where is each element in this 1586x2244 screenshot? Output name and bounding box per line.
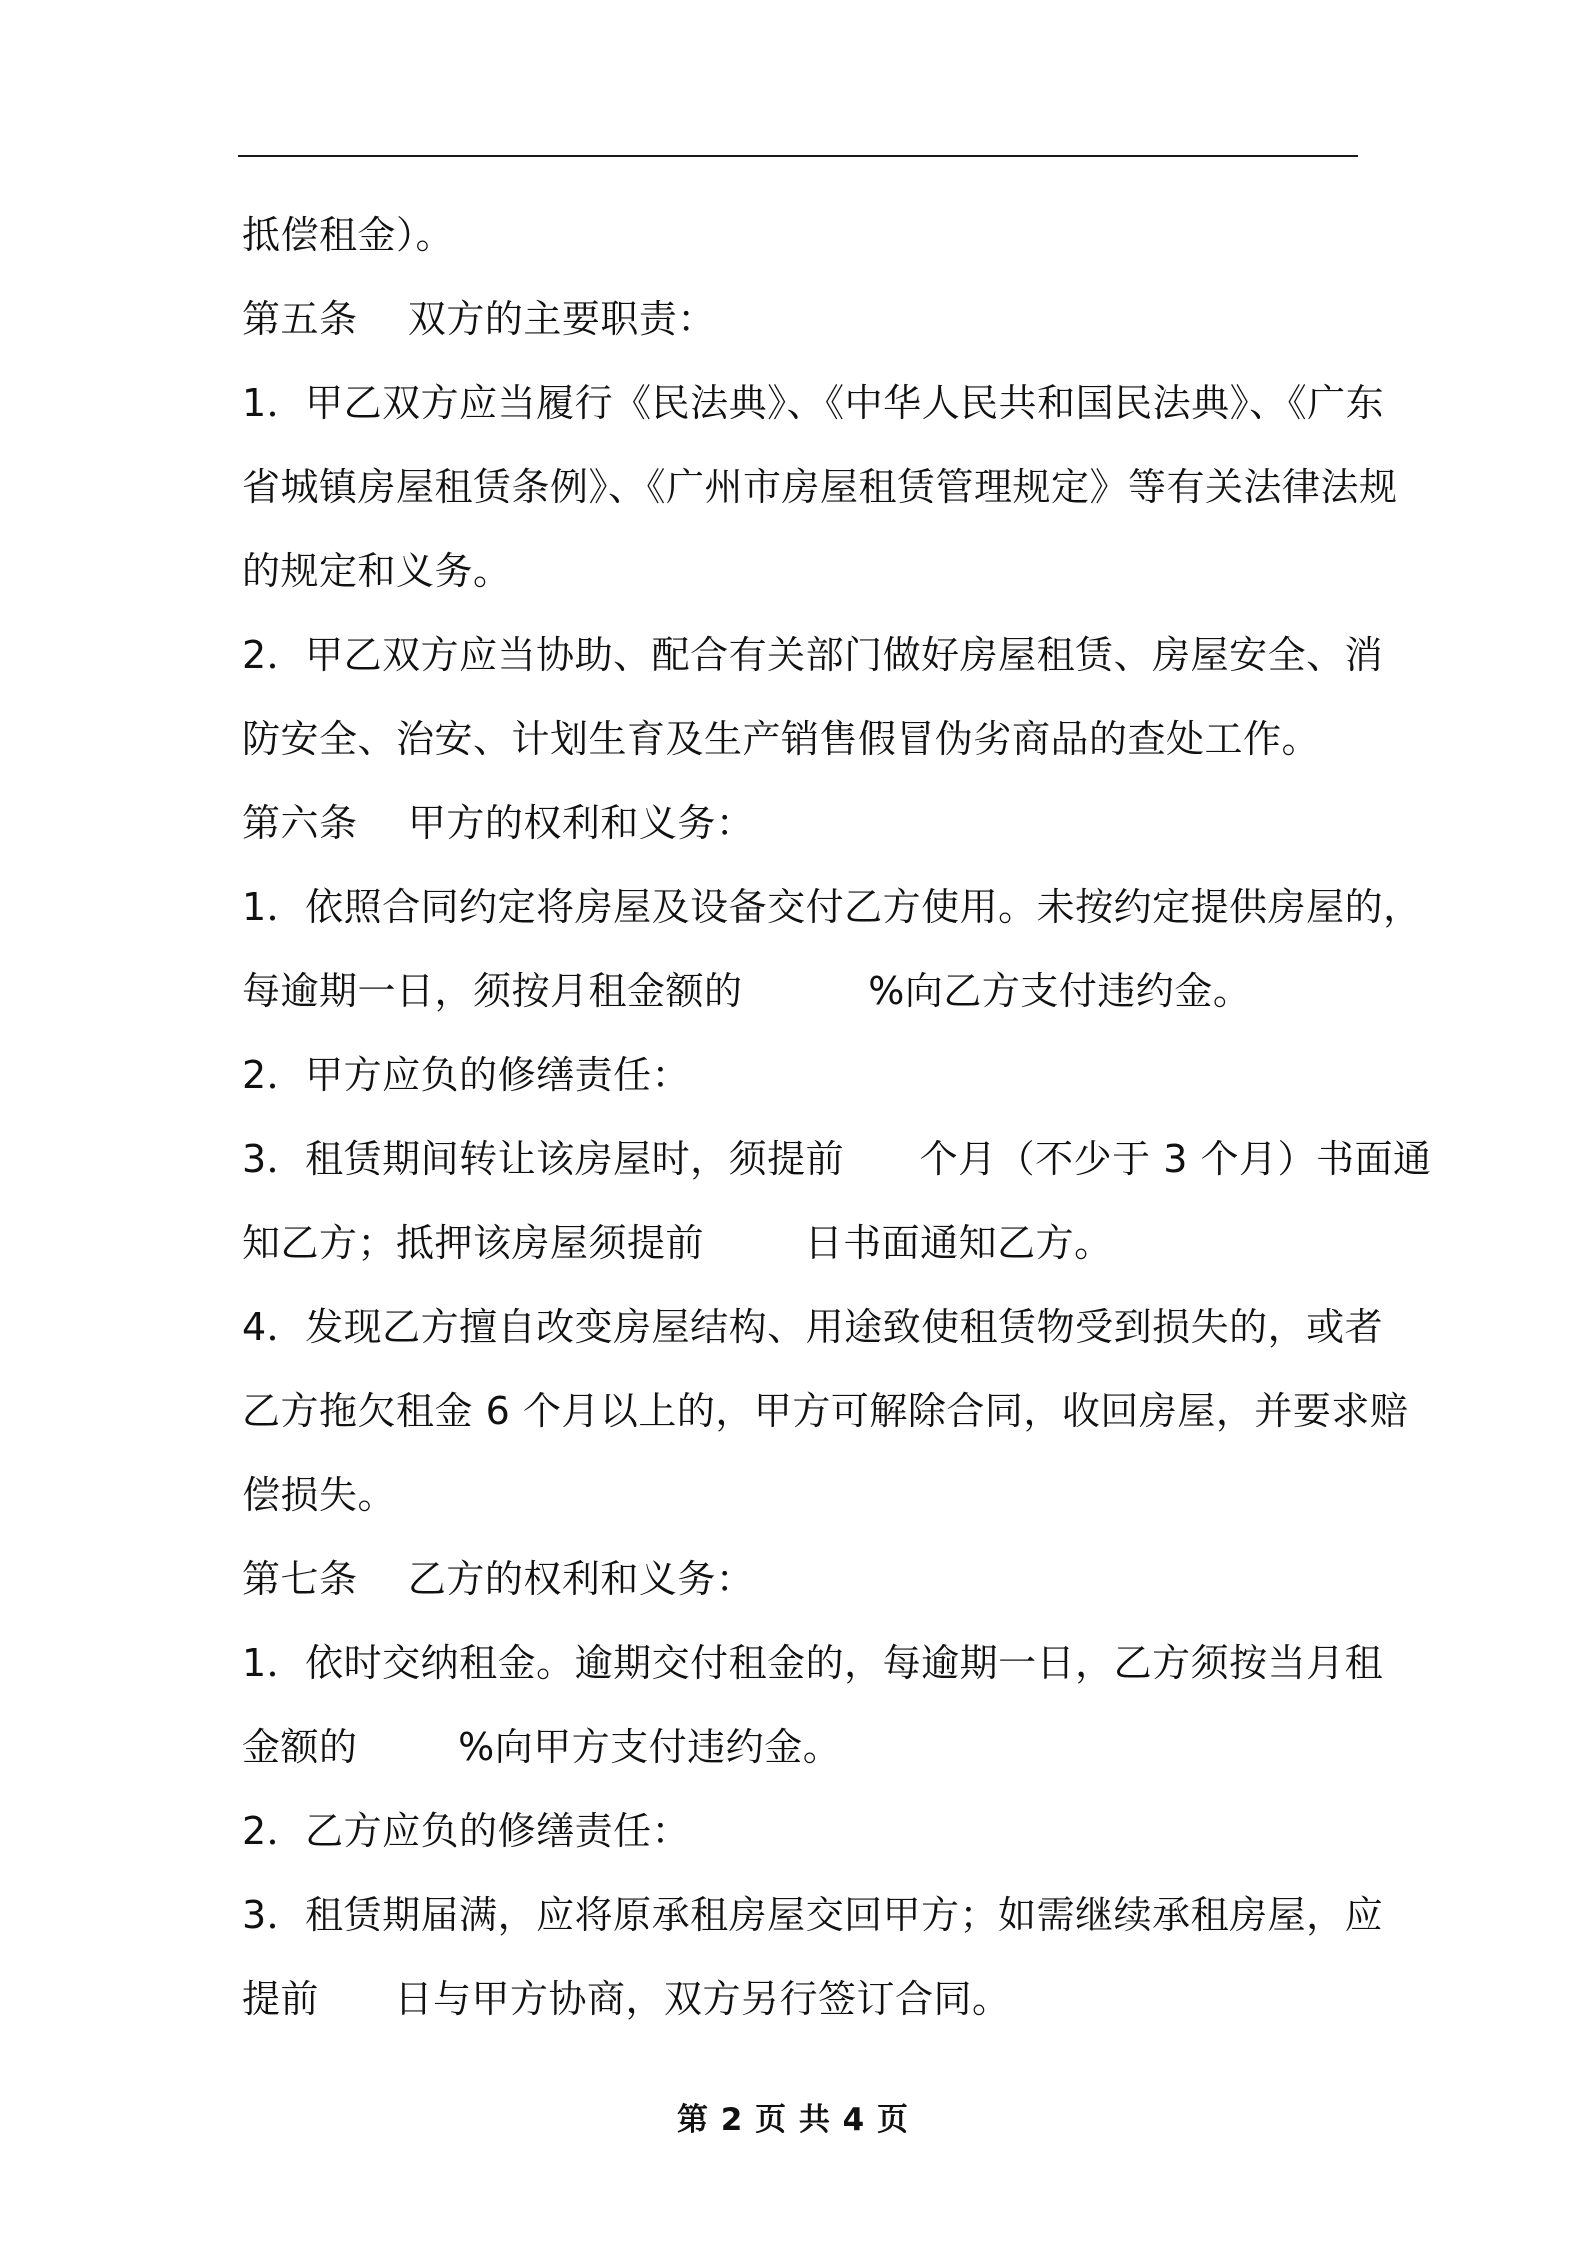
text-line: 1．依照合同约定将房屋及设备交付乙方使用。未按约定提供房屋的， <box>242 885 1422 929</box>
text-line: 的规定和义务。 <box>242 549 512 593</box>
header-rule <box>238 155 1358 157</box>
text-line: 省城镇房屋租赁条例》、《广州市房屋租赁管理规定》等有关法律法规 <box>242 465 1398 509</box>
text-line: 每逾期一日，须按月租金额的 %向乙方支付违约金。 <box>242 969 1252 1013</box>
text-line: 知乙方；抵押该房屋须提前 日书面通知乙方。 <box>242 1221 1113 1265</box>
text-line: 3．租赁期届满，应将原承租房屋交回甲方；如需继续承租房屋，应 <box>242 1893 1384 1937</box>
text-line: 1．甲乙双方应当履行《民法典》、《中华人民共和国民法典》、《广东 <box>242 381 1385 425</box>
text-line: 金额的 %向甲方支付违约金。 <box>242 1725 842 1769</box>
article-heading: 第五条 双方的主要职责： <box>242 297 716 341</box>
text-line: 4．发现乙方擅自改变房屋结构、用途致使租赁物受到损失的，或者 <box>242 1305 1384 1349</box>
text-line: 乙方拖欠租金 6 个月以上的，甲方可解除合同，收回房屋，并要求赔 <box>242 1389 1409 1433</box>
text-line: 2．乙方应负的修缮责任： <box>242 1809 691 1853</box>
article-heading: 第七条 乙方的权利和义务： <box>242 1557 755 1601</box>
page-footer: 第 2 页 共 4 页 <box>676 2102 910 2138</box>
text-line: 抵偿租金）。 <box>242 213 455 257</box>
document-body <box>242 193 1432 2041</box>
text-line: 3．租赁期间转让该房屋时，须提前 个月（不少于 3 个月）书面通 <box>242 1137 1432 1181</box>
text-line: 防安全、治安、计划生育及生产销售假冒伪劣商品的查处工作。 <box>242 717 1321 761</box>
text-line: 2．甲方应负的修缮责任： <box>242 1053 691 1097</box>
text-line: 提前 日与甲方协商，双方另行签订合同。 <box>242 1977 1011 2021</box>
text-line: 1．依时交纳租金。逾期交付租金的，每逾期一日，乙方须按当月租 <box>242 1641 1384 1685</box>
text-line: 偿损失。 <box>242 1473 397 1517</box>
article-heading: 第六条 甲方的权利和义务： <box>242 801 755 845</box>
text-line: 2．甲乙双方应当协助、配合有关部门做好房屋租赁、房屋安全、消 <box>242 633 1384 677</box>
